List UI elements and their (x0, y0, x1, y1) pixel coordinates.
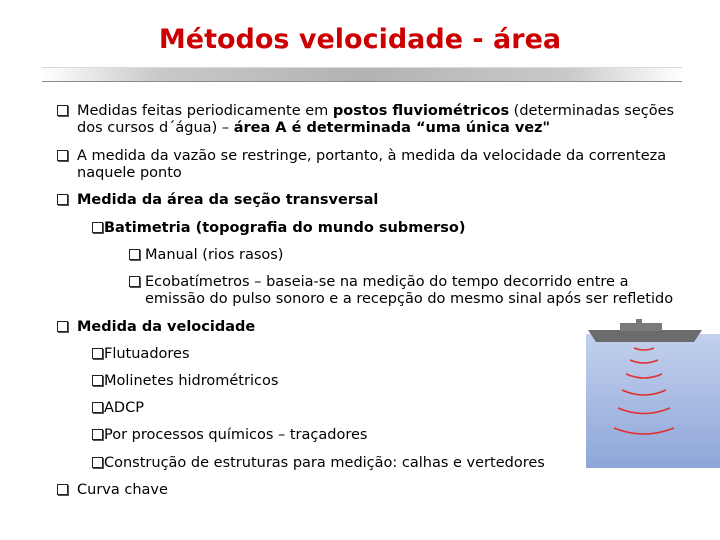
text: A medida da vazão se restringe, portanto, à medida da velocidade da correnteza (77, 148, 667, 164)
checkbox-bullet-icon (57, 484, 68, 495)
checkbox-bullet-icon (57, 321, 68, 332)
ship-sonar-illustration (586, 318, 720, 468)
bullet-medida-vazao (77, 148, 666, 182)
water-background (586, 334, 720, 468)
checkbox-bullet-icon (92, 375, 103, 386)
checkbox-bullet-icon (57, 105, 68, 116)
text: Medidas feitas periodicamente em (77, 103, 333, 119)
checkbox-bullet-icon (129, 249, 140, 260)
checkbox-bullet-icon (57, 150, 68, 161)
text: (determinadas seções (509, 103, 675, 119)
bullet-adcp: ADCP (104, 400, 144, 416)
ship-mast-icon (636, 319, 642, 324)
bullet-ecobatimetros (145, 274, 673, 308)
checkbox-bullet-icon (92, 222, 103, 233)
checkbox-bullet-icon (92, 429, 103, 440)
text: dos cursos d´água) – (77, 120, 234, 136)
bullet-estruturas: Construção de estruturas para medição: calhas e vertedores (104, 455, 545, 471)
bullet-curva-chave: Curva chave (77, 482, 168, 498)
bold-text: área A é determinada “uma única vez" (233, 120, 551, 136)
title-divider (42, 67, 682, 82)
ship-hull-icon (588, 330, 702, 342)
bullet-medida-velocidade: Medida da velocidade (77, 319, 256, 335)
checkbox-bullet-icon (57, 194, 68, 205)
checkbox-bullet-icon (92, 348, 103, 359)
slide-title: Métodos velocidade - área (158, 24, 562, 55)
bullet-postos (77, 103, 674, 137)
text: emissão do pulso sonoro e a recepção do mesmo sinal após ser refletido (145, 291, 674, 307)
bold-text: postos fluviométricos (332, 103, 510, 119)
ship-cabin-icon (620, 323, 662, 331)
bullet-area-secao: Medida da área da seção transversal (77, 192, 379, 208)
text: naquele ponto (77, 165, 182, 181)
bullet-batimetria: Batimetria (topografia do mundo submerso) (104, 220, 466, 236)
bullet-tracadores: Por processos químicos – traçadores (104, 427, 368, 443)
checkbox-bullet-icon (92, 402, 103, 413)
bullet-flutuadores: Flutuadores (104, 346, 190, 362)
bullet-molinetes: Molinetes hidrométricos (104, 373, 279, 389)
bullet-manual: Manual (rios rasos) (145, 247, 284, 263)
checkbox-bullet-icon (92, 457, 103, 468)
text: Ecobatímetros – baseia-se na medição do tempo decorrido entre a (145, 274, 629, 290)
checkbox-bullet-icon (129, 276, 140, 287)
